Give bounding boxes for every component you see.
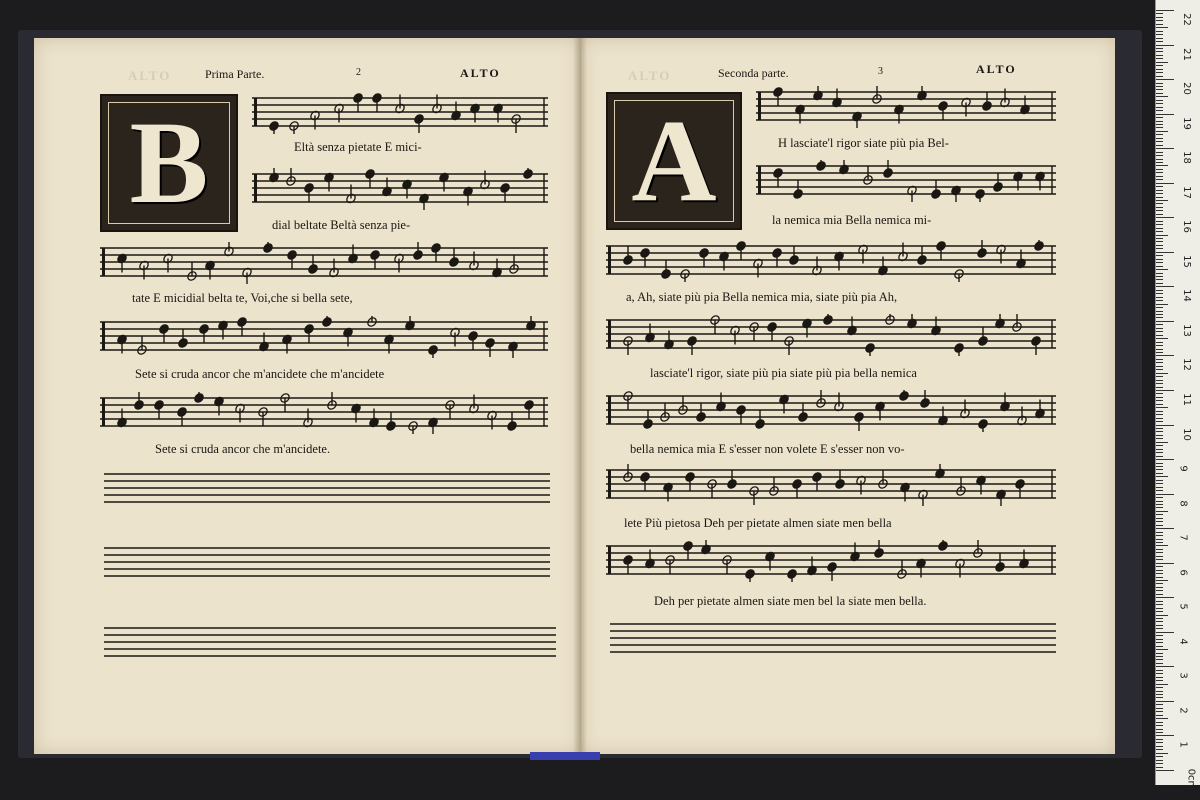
- ruler-minor-tick: [1156, 331, 1163, 332]
- lyric-line: H lasciate'l rigor siate più pia Bel-: [778, 136, 949, 150]
- ruler-minor-tick: [1156, 635, 1163, 636]
- ruler-minor-tick: [1156, 369, 1163, 370]
- ruler-tick: [1156, 183, 1174, 184]
- ruler-label: 17: [1180, 185, 1192, 199]
- ruler-minor-tick: [1156, 680, 1163, 681]
- ruler-minor-tick: [1156, 27, 1168, 28]
- ruler-minor-tick: [1156, 214, 1163, 215]
- ruler-minor-tick: [1156, 262, 1163, 263]
- ruler-minor-tick: [1156, 704, 1163, 705]
- ruler-minor-tick: [1156, 17, 1163, 18]
- right-part-title: Seconda parte.: [718, 66, 789, 80]
- ruler-minor-tick: [1156, 518, 1163, 519]
- ruler-minor-tick: [1156, 193, 1163, 194]
- lyric-line: dial beltate Beltà senza pie-: [272, 218, 411, 232]
- ruler-tick: [1156, 701, 1174, 702]
- ruler-minor-tick: [1156, 583, 1163, 584]
- music-staff: [606, 314, 1056, 356]
- ruler-minor-tick: [1156, 615, 1168, 616]
- ruler-minor-tick: [1156, 552, 1163, 553]
- ruler-minor-tick: [1156, 469, 1163, 470]
- right-running-head-ghost: ALTO: [628, 68, 672, 83]
- ruler-minor-tick: [1156, 625, 1163, 626]
- left-page-number: 2: [356, 67, 361, 78]
- ruler-minor-tick: [1156, 20, 1163, 21]
- lyric-line: a, Ah, siate più pia Bella nemica mia, siate più pia Ah,: [626, 290, 898, 304]
- ruler-minor-tick: [1156, 659, 1163, 660]
- ruler-minor-tick: [1156, 435, 1163, 436]
- ruler-tick: [1156, 632, 1174, 633]
- ruler-minor-tick: [1156, 473, 1163, 474]
- ruler-minor-tick: [1156, 96, 1168, 97]
- ruler-tick: [1156, 148, 1174, 149]
- ruler-minor-tick: [1156, 483, 1163, 484]
- ruler-label: 19: [1180, 116, 1192, 130]
- ruler-minor-tick: [1156, 739, 1163, 740]
- ruler-minor-tick: [1156, 314, 1163, 315]
- ruler-minor-tick: [1156, 345, 1163, 346]
- ruler-minor-tick: [1156, 235, 1168, 236]
- ruler-minor-tick: [1156, 238, 1163, 239]
- ruler-minor-tick: [1156, 663, 1163, 664]
- ruler-minor-tick: [1156, 366, 1163, 367]
- music-staff: [100, 392, 548, 434]
- ruler-minor-tick: [1156, 504, 1163, 505]
- music-staff: [100, 316, 548, 358]
- ruler-minor-tick: [1156, 749, 1163, 750]
- ruler-minor-tick: [1156, 431, 1163, 432]
- ruler-label: 5: [1177, 603, 1189, 610]
- ruler-minor-tick: [1156, 200, 1168, 201]
- ruler-minor-tick: [1156, 732, 1163, 733]
- ruler-minor-tick: [1156, 639, 1163, 640]
- ruler-minor-tick: [1156, 51, 1163, 52]
- ruler-minor-tick: [1156, 241, 1163, 242]
- ruler-minor-tick: [1156, 404, 1163, 405]
- ruler-minor-tick: [1156, 545, 1168, 546]
- right-page-number: 3: [878, 66, 883, 77]
- ruler-minor-tick: [1156, 165, 1168, 166]
- ruler-minor-tick: [1156, 656, 1163, 657]
- ruler-minor-tick: [1156, 317, 1163, 318]
- left-running-head-ghost: ALTO: [128, 68, 172, 83]
- lyric-line: la nemica mia Bella nemica mi-: [772, 213, 932, 227]
- ruler-minor-tick: [1156, 89, 1163, 90]
- ruler-label: 2: [1177, 707, 1189, 714]
- ruler-minor-tick: [1156, 708, 1163, 709]
- ruler-minor-tick: [1156, 670, 1163, 671]
- ruler-tick: [1156, 45, 1174, 46]
- ruler-minor-tick: [1156, 290, 1163, 291]
- ruler-minor-tick: [1156, 729, 1163, 730]
- ruler-minor-tick: [1156, 176, 1163, 177]
- ruler-label: 6: [1177, 569, 1189, 576]
- ruler-minor-tick: [1156, 466, 1163, 467]
- ruler-minor-tick: [1156, 601, 1163, 602]
- ruler-minor-tick: [1156, 449, 1163, 450]
- ruler-minor-tick: [1156, 13, 1163, 14]
- ruler-minor-tick: [1156, 203, 1163, 204]
- book-gutter: [573, 38, 587, 754]
- ruler-minor-tick: [1156, 711, 1163, 712]
- ruler-minor-tick: [1156, 72, 1163, 73]
- ruler-label: 13: [1180, 324, 1192, 337]
- ruler-minor-tick: [1156, 445, 1163, 446]
- ruler-label: 9: [1177, 465, 1189, 472]
- ruler-minor-tick: [1156, 169, 1163, 170]
- music-staff: [606, 540, 1056, 582]
- lyric-line: Deh per pietate almen siate men bel la siate men bella.: [654, 594, 927, 608]
- ruler-minor-tick: [1156, 62, 1168, 63]
- ruler-tick: [1156, 79, 1174, 80]
- lyric-line: lasciate'l rigor, siate più pia siate più pia bella nemica: [650, 366, 917, 380]
- ruler-minor-tick: [1156, 259, 1163, 260]
- ruler-minor-tick: [1156, 456, 1163, 457]
- ruler-minor-tick: [1156, 297, 1163, 298]
- left-decorated-initial: [100, 94, 238, 232]
- ruler-label: 18: [1180, 151, 1192, 165]
- ruler-label: 3: [1177, 672, 1189, 680]
- music-staff: [606, 464, 1056, 506]
- ruler-minor-tick: [1156, 566, 1163, 567]
- ruler-minor-tick: [1156, 577, 1163, 578]
- ruler-minor-tick: [1156, 38, 1163, 39]
- lyric-line: Eltà senza pietate E mici-: [294, 140, 422, 154]
- ruler-minor-tick: [1156, 248, 1163, 249]
- ruler-minor-tick: [1156, 41, 1163, 42]
- ruler-minor-tick: [1156, 141, 1163, 142]
- ruler-minor-tick: [1156, 628, 1163, 629]
- ruler-tick: [1156, 425, 1174, 426]
- ruler-minor-tick: [1156, 376, 1163, 377]
- ruler-minor-tick: [1156, 694, 1163, 695]
- ruler-minor-tick: [1156, 407, 1168, 408]
- ruler-minor-tick: [1156, 421, 1163, 422]
- ruler-label: 16: [1180, 220, 1192, 234]
- ruler-minor-tick: [1156, 380, 1163, 381]
- ruler-minor-tick: [1156, 452, 1163, 453]
- ruler-minor-tick: [1156, 556, 1163, 557]
- left-voice-label: ALTO: [460, 66, 501, 80]
- ruler-minor-tick: [1156, 307, 1163, 308]
- ruler-tick: [1156, 597, 1174, 598]
- right-decorated-initial: [606, 92, 742, 230]
- ruler-label: 4: [1177, 638, 1189, 645]
- ruler-minor-tick: [1156, 532, 1163, 533]
- ruler-minor-tick: [1156, 542, 1163, 543]
- empty-staff: [610, 618, 1056, 658]
- ruler-tick: [1156, 770, 1174, 771]
- ruler-minor-tick: [1156, 722, 1163, 723]
- ruler-label: 15: [1180, 254, 1192, 268]
- music-staff: [606, 240, 1056, 282]
- ruler-tick: [1156, 355, 1174, 356]
- ruler-minor-tick: [1156, 124, 1163, 125]
- ruler-minor-tick: [1156, 179, 1163, 180]
- ruler-label: 14: [1180, 289, 1192, 303]
- ruler-minor-tick: [1156, 480, 1163, 481]
- bookmark-ribbon: [530, 752, 600, 760]
- music-staff: [756, 86, 1056, 128]
- right-initial-letter: A: [631, 95, 717, 226]
- ruler-minor-tick: [1156, 414, 1163, 415]
- lyric-line: Sete si cruda ancor che m'ancidete.: [155, 442, 331, 456]
- ruler-minor-tick: [1156, 514, 1163, 515]
- ruler-minor-tick: [1156, 117, 1163, 118]
- ruler-minor-tick: [1156, 580, 1168, 581]
- lyric-line: tate E micidial belta te, Voi,che si bella sete,: [132, 291, 353, 305]
- ruler-minor-tick: [1156, 69, 1163, 70]
- ruler-minor-tick: [1156, 273, 1163, 274]
- ruler-minor-tick: [1156, 387, 1163, 388]
- ruler-minor-tick: [1156, 65, 1163, 66]
- ruler-tick: [1156, 217, 1174, 218]
- ruler-minor-tick: [1156, 107, 1163, 108]
- ruler-minor-tick: [1156, 186, 1163, 187]
- ruler-minor-tick: [1156, 155, 1163, 156]
- ruler-minor-tick: [1156, 138, 1163, 139]
- empty-staff: [104, 542, 550, 582]
- ruler-minor-tick: [1156, 487, 1163, 488]
- ruler-minor-tick: [1156, 715, 1163, 716]
- ruler-minor-tick: [1156, 490, 1163, 491]
- ruler-minor-tick: [1156, 83, 1163, 84]
- ruler-minor-tick: [1156, 497, 1163, 498]
- ruler-label: 10: [1180, 427, 1192, 441]
- ruler-tick: [1156, 286, 1174, 287]
- ruler-tick: [1156, 735, 1174, 736]
- ruler-minor-tick: [1156, 207, 1163, 208]
- lyric-line: bella nemica mia E s'esser non volete E s'esser non vo-: [630, 442, 905, 456]
- ruler-minor-tick: [1156, 507, 1163, 508]
- ruler-minor-tick: [1156, 131, 1168, 132]
- ruler-minor-tick: [1156, 611, 1163, 612]
- ruler-minor-tick: [1156, 476, 1168, 477]
- ruler-tick: [1156, 252, 1174, 253]
- ruler-minor-tick: [1156, 190, 1163, 191]
- ruler-minor-tick: [1156, 411, 1163, 412]
- ruler-minor-tick: [1156, 352, 1163, 353]
- music-staff: [252, 92, 548, 134]
- ruler-minor-tick: [1156, 58, 1163, 59]
- ruler-tick: [1156, 563, 1174, 564]
- ruler-tick: [1156, 494, 1174, 495]
- ruler-minor-tick: [1156, 687, 1163, 688]
- ruler-minor-tick: [1156, 31, 1163, 32]
- music-staff: [100, 242, 548, 284]
- ruler-tick: [1156, 528, 1174, 529]
- lyric-line: lete Più pietosa Deh per pietate almen siate men bella: [624, 516, 892, 530]
- music-staff: [756, 160, 1056, 202]
- ruler-label: 11: [1180, 393, 1192, 406]
- ruler-minor-tick: [1156, 221, 1163, 222]
- ruler-minor-tick: [1156, 501, 1163, 502]
- ruler-minor-tick: [1156, 159, 1163, 160]
- ruler-minor-tick: [1156, 110, 1163, 111]
- ruler-minor-tick: [1156, 311, 1163, 312]
- ruler-minor-tick: [1156, 756, 1163, 757]
- ruler-tick: [1156, 10, 1174, 11]
- ruler-minor-tick: [1156, 604, 1163, 605]
- ruler-minor-tick: [1156, 328, 1163, 329]
- ruler-minor-tick: [1156, 197, 1163, 198]
- ruler-minor-tick: [1156, 646, 1163, 647]
- ruler-tick: [1156, 666, 1174, 667]
- ruler-minor-tick: [1156, 442, 1168, 443]
- ruler-minor-tick: [1156, 677, 1163, 678]
- ruler-minor-tick: [1156, 359, 1163, 360]
- ruler-tick: [1156, 390, 1174, 391]
- ruler-minor-tick: [1156, 590, 1163, 591]
- ruler-minor-tick: [1156, 269, 1168, 270]
- ruler-minor-tick: [1156, 549, 1163, 550]
- ruler-minor-tick: [1156, 438, 1163, 439]
- empty-staff: [104, 622, 556, 662]
- right-voice-label: ALTO: [976, 62, 1017, 76]
- ruler-minor-tick: [1156, 725, 1163, 726]
- ruler-minor-tick: [1156, 172, 1163, 173]
- ruler-minor-tick: [1156, 393, 1163, 394]
- ruler-minor-tick: [1156, 266, 1163, 267]
- ruler-minor-tick: [1156, 103, 1163, 104]
- ruler-minor-tick: [1156, 649, 1168, 650]
- ruler-minor-tick: [1156, 753, 1168, 754]
- ruler-minor-tick: [1156, 397, 1163, 398]
- ruler-minor-tick: [1156, 621, 1163, 622]
- ruler-minor-tick: [1156, 276, 1163, 277]
- ruler-label: 12: [1180, 358, 1192, 372]
- ruler-minor-tick: [1156, 525, 1163, 526]
- ruler-label: 20: [1180, 82, 1192, 95]
- ruler-minor-tick: [1156, 684, 1168, 685]
- ruler-minor-tick: [1156, 362, 1163, 363]
- ruler-minor-tick: [1156, 521, 1163, 522]
- ruler-minor-tick: [1156, 279, 1163, 280]
- ruler-minor-tick: [1156, 283, 1163, 284]
- ruler-minor-tick: [1156, 349, 1163, 350]
- ruler-minor-tick: [1156, 400, 1163, 401]
- ruler-minor-tick: [1156, 152, 1163, 153]
- ruler-minor-tick: [1156, 573, 1163, 574]
- ruler-minor-tick: [1156, 642, 1163, 643]
- music-staff: [252, 168, 548, 210]
- ruler-label: 21: [1180, 47, 1192, 61]
- ruler-minor-tick: [1156, 570, 1163, 571]
- ruler-minor-tick: [1156, 224, 1163, 225]
- ruler-minor-tick: [1156, 539, 1163, 540]
- ruler-label: 0cm: [1185, 768, 1197, 791]
- ruler-minor-tick: [1156, 324, 1163, 325]
- ruler-minor-tick: [1156, 121, 1163, 122]
- ruler-tick: [1156, 321, 1174, 322]
- ruler-minor-tick: [1156, 763, 1163, 764]
- ruler-tick: [1156, 459, 1174, 460]
- ruler-minor-tick: [1156, 673, 1163, 674]
- ruler-minor-tick: [1156, 463, 1163, 464]
- ruler-minor-tick: [1156, 618, 1163, 619]
- lyric-line: Sete si cruda ancor che m'ancidete che m'ancidete: [135, 367, 385, 381]
- ruler-minor-tick: [1156, 338, 1168, 339]
- ruler-minor-tick: [1156, 691, 1163, 692]
- ruler-minor-tick: [1156, 55, 1163, 56]
- ruler-minor-tick: [1156, 373, 1168, 374]
- ruler-minor-tick: [1156, 760, 1163, 761]
- ruler-minor-tick: [1156, 228, 1163, 229]
- ruler-minor-tick: [1156, 300, 1163, 301]
- ruler-minor-tick: [1156, 134, 1163, 135]
- ruler-minor-tick: [1156, 418, 1163, 419]
- ruler-minor-tick: [1156, 24, 1163, 25]
- ruler-label: 8: [1177, 499, 1189, 507]
- left-part-title: Prima Parte.: [205, 67, 265, 81]
- ruler-minor-tick: [1156, 428, 1163, 429]
- ruler-label: 22: [1180, 13, 1192, 26]
- ruler-minor-tick: [1156, 145, 1163, 146]
- measurement-ruler: [1155, 0, 1200, 791]
- ruler-label: 7: [1177, 534, 1189, 541]
- ruler-minor-tick: [1156, 742, 1163, 743]
- ruler-tick: [1156, 114, 1174, 115]
- ruler-minor-tick: [1156, 76, 1163, 77]
- ruler-minor-tick: [1156, 304, 1168, 305]
- ruler-minor-tick: [1156, 293, 1163, 294]
- ruler-minor-tick: [1156, 34, 1163, 35]
- ruler-minor-tick: [1156, 559, 1163, 560]
- ruler-minor-tick: [1156, 335, 1163, 336]
- ruler-minor-tick: [1156, 231, 1163, 232]
- ruler-minor-tick: [1156, 86, 1163, 87]
- ruler-minor-tick: [1156, 48, 1163, 49]
- ruler-minor-tick: [1156, 594, 1163, 595]
- ruler-minor-tick: [1156, 100, 1163, 101]
- ruler-minor-tick: [1156, 245, 1163, 246]
- ruler-minor-tick: [1156, 535, 1163, 536]
- ruler-minor-tick: [1156, 210, 1163, 211]
- ruler-minor-tick: [1156, 587, 1163, 588]
- ruler-minor-tick: [1156, 93, 1163, 94]
- ruler-minor-tick: [1156, 718, 1168, 719]
- ruler-minor-tick: [1156, 342, 1163, 343]
- ruler-label: 1: [1177, 741, 1189, 749]
- empty-staff: [104, 468, 550, 508]
- ruler-minor-tick: [1156, 608, 1163, 609]
- ruler-minor-tick: [1156, 653, 1163, 654]
- ruler-minor-tick: [1156, 511, 1168, 512]
- ruler-minor-tick: [1156, 767, 1163, 768]
- ruler-minor-tick: [1156, 162, 1163, 163]
- ruler-minor-tick: [1156, 127, 1163, 128]
- ruler-minor-tick: [1156, 697, 1163, 698]
- music-staff: [606, 390, 1056, 432]
- ruler-minor-tick: [1156, 255, 1163, 256]
- left-initial-letter: B: [129, 97, 209, 228]
- ruler-minor-tick: [1156, 383, 1163, 384]
- ruler-minor-tick: [1156, 746, 1163, 747]
